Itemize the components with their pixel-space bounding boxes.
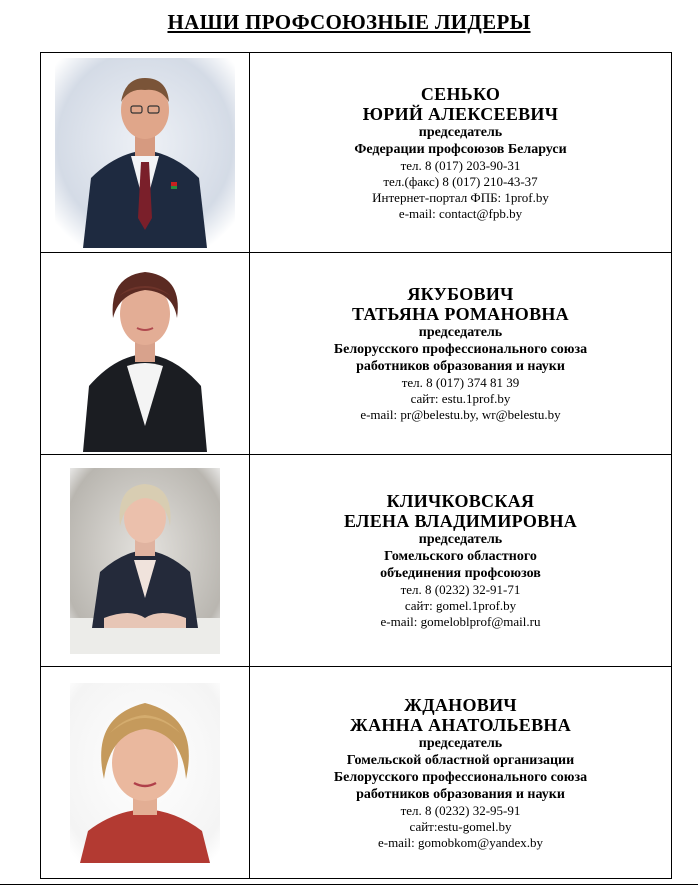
photo-cell: [41, 455, 250, 667]
email-line: e-mail: gomobkom@yandex.by: [377, 834, 544, 850]
photo-cell: [41, 667, 250, 879]
phone-line: тел. 8 (017) 374 81 39: [401, 375, 520, 390]
website-line: Интернет-портал ФПБ: 1prof.by: [372, 189, 549, 205]
leader-photo: [70, 683, 220, 863]
fax-line: тел.(факс) 8 (017) 210-43-37: [383, 173, 538, 189]
leader-row: [41, 455, 672, 667]
photo-cell: [41, 53, 250, 253]
leader-org-line: Белорусского профессионального союза: [333, 342, 588, 357]
info-cell: [250, 455, 672, 667]
leader-row: [41, 253, 672, 455]
leader-given-name: ЮРИЙ АЛЕКСЕЕВИЧ: [362, 103, 559, 124]
leader-org-line: Гомельской областной организации: [346, 752, 575, 768]
leader-row: [41, 53, 672, 253]
leader-photo: [55, 58, 235, 248]
leader-role: председатель: [418, 532, 503, 547]
leader-org-line: объединения профсоюзов: [380, 566, 541, 581]
leader-surname: ЖДАНОВИЧ: [404, 694, 517, 715]
phone-line: тел. 8 (017) 203-90-31: [400, 157, 521, 173]
phone-line: тел. 8 (0232) 32-95-91: [400, 802, 521, 818]
photo-cell: [41, 253, 250, 455]
info-cell: [250, 667, 672, 879]
page-title: НАШИ ПРОФСОЮЗНЫЕ ЛИДЕРЫ: [167, 10, 531, 34]
leader-org-line: работников образования и науки: [356, 786, 565, 802]
leader-photo: [70, 468, 220, 654]
phone-line: тел. 8 (0232) 32-91-71: [400, 582, 521, 597]
leader-given-name: ТАТЬЯНА РОМАНОВНА: [352, 304, 569, 324]
leader-given-name: ЕЛЕНА ВЛАДИМИРОВНА: [343, 511, 578, 531]
leader-given-name: ЖАННА АНАТОЛЬЕВНА: [349, 714, 571, 735]
leader-org-line: Федерации профсоюзов Беларуси: [354, 141, 567, 157]
info-cell: [250, 253, 672, 455]
leader-org-line: Белорусского профессионального союза: [333, 769, 588, 785]
leader-surname: ЯКУБОВИЧ: [407, 284, 514, 304]
leader-row: [41, 667, 672, 879]
leader-org-line: Гомельского областного: [384, 549, 537, 564]
email-line: e-mail: contact@fpb.by: [398, 205, 523, 221]
website-line: сайт:estu-gomel.by: [409, 818, 512, 834]
leader-surname: СЕНЬКО: [420, 83, 501, 104]
leader-role: председатель: [418, 735, 503, 751]
leader-role: председатель: [418, 124, 503, 140]
leader-org-line: работников образования и науки: [356, 359, 565, 374]
bottom-rule: [0, 884, 698, 885]
info-cell: [250, 53, 672, 253]
email-line: e-mail: gomeloblprof@mail.ru: [380, 614, 541, 629]
email-line: e-mail: pr@belestu.by, wr@belestu.by: [360, 407, 561, 422]
website-line: сайт: estu.1prof.by: [410, 391, 511, 406]
leaders-table: [40, 52, 672, 879]
leader-surname: КЛИЧКОВСКАЯ: [386, 491, 535, 511]
leader-role: председатель: [418, 325, 503, 340]
website-line: сайт: gomel.1prof.by: [404, 598, 517, 613]
leader-photo: [75, 256, 215, 452]
